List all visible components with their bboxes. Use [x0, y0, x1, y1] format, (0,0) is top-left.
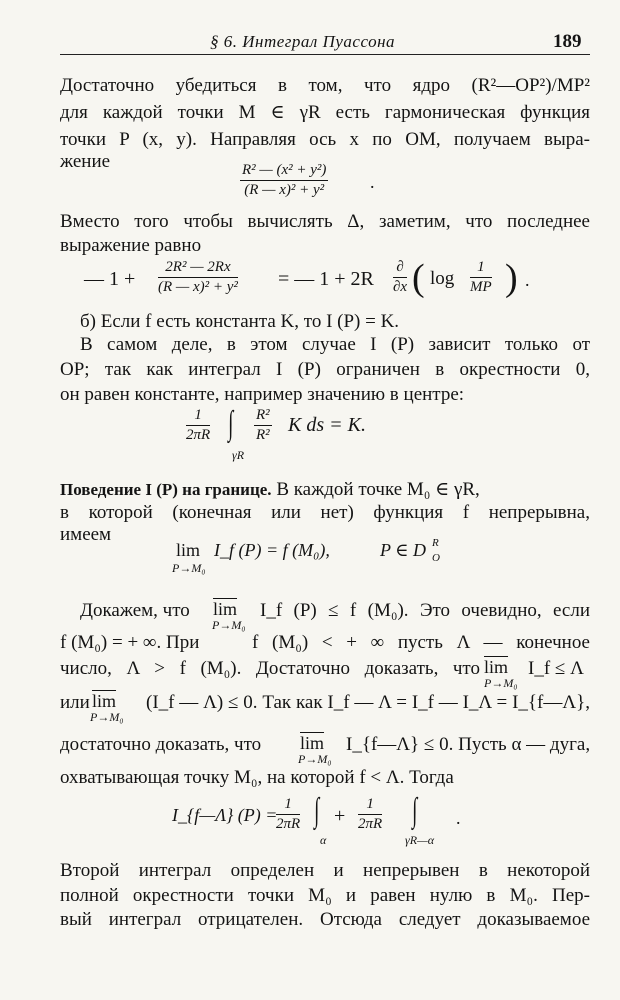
text-fragment: Докажем, что: [80, 600, 190, 621]
formula-body: I_f (P) = f (M₀),: [214, 540, 330, 560]
text-fragment: I_f (P) ≤ f (M₀). Это очевидно, если: [260, 600, 590, 621]
fraction-denominator: 2πR: [186, 427, 211, 443]
limsup-subscript: P→M₀: [484, 676, 518, 690]
formula-rest: K ds = K.: [288, 414, 366, 436]
text-line: OP; так как интеграл I (P) ограничен в окрестности 0,: [60, 359, 590, 380]
text-line: полной окрестности точки M₀ и равен нулю в M₀. Пер-: [60, 885, 590, 906]
text-fragment: I_{f—Λ} ≤ 0. Пусть α — дуга,: [346, 734, 591, 755]
header-rule: [60, 54, 590, 55]
page-number: 189: [553, 31, 582, 52]
text-fragment: число, Λ > f (M₀). Достаточно доказать, что: [60, 658, 480, 679]
text-fragment: (I_f — Λ) ≤ 0. Так как I_f — Λ = I_f — I_Λ = I_{f—Λ},: [146, 692, 590, 713]
fraction-denominator: 2πR: [358, 816, 383, 832]
fraction-denominator: MP: [470, 279, 492, 295]
text-fragment: В каждой точке M₀ ∈ γR,: [276, 479, 480, 500]
domain-sub: O: [432, 552, 440, 564]
limsup-subscript: P→M₀: [90, 710, 124, 724]
formula-fraction: [186, 407, 210, 444]
limsup-operator: $\overline{lim}$: [484, 657, 509, 677]
formula-lead: — 1 +: [84, 268, 136, 290]
formula-period: .: [456, 808, 461, 828]
domain-super: R: [432, 537, 439, 549]
text-line: б) Если f есть константа K, то I (P) = K.: [80, 311, 400, 332]
integral-subscript: α: [320, 833, 327, 847]
fraction-numerator: 1: [276, 796, 300, 815]
fraction-numerator: 2R² — 2Rx: [158, 259, 238, 278]
fraction-denominator: ∂x: [393, 279, 408, 295]
text-line: имеем: [60, 524, 112, 545]
fraction-denominator: (R — x)² + y²: [244, 182, 325, 198]
text-line: точки P (x, y). Направляя ось x по OM, получаем выра-: [60, 129, 590, 150]
text-fragment: или: [60, 692, 90, 713]
integral-subscript: γR—α: [405, 833, 435, 847]
header-title: § 6. Интеграл Пуассона: [210, 32, 396, 51]
text-fragment: I_f ≤ Λ: [528, 658, 584, 679]
formula-lhs: I_{f—Λ} (P) =: [172, 805, 278, 825]
text-line: вый интеграл отрицателен. Отсюда следует доказываемое: [60, 909, 590, 930]
limit-operator: lim: [176, 540, 201, 560]
paren-left: (: [412, 257, 425, 299]
text-fragment: f (M₀) = + ∞. При: [60, 632, 200, 653]
fraction-denominator: 2πR: [276, 816, 301, 832]
formula-kernel: [240, 162, 328, 199]
fraction-numerator: 1: [186, 407, 210, 426]
text-line: для каждой точки M ∈ γR есть гармоническая функция: [60, 102, 590, 123]
text-line: В самом деле, в этом случае I (P) зависит только от: [80, 334, 590, 355]
section-heading: Поведение I (P) на границе.: [60, 480, 272, 499]
formula-fraction: [158, 259, 238, 296]
fraction-numerator: 1: [358, 796, 382, 815]
formula-period: .: [525, 270, 530, 290]
limsup-subscript: P→M₀: [212, 618, 246, 632]
formula-fraction: [358, 796, 382, 833]
formula-derivative: [393, 259, 407, 296]
formula-period: .: [370, 172, 375, 192]
fraction-denominator: (R — x)² + y²: [158, 279, 238, 295]
formula-mid: = — 1 + 2R: [278, 268, 374, 290]
formula-condition: P ∈ D: [380, 540, 426, 560]
formula-fraction: [254, 407, 272, 444]
integral-sign: ∫: [228, 405, 234, 442]
integral-sign: ∫: [412, 792, 418, 829]
formula-plus: +: [334, 805, 346, 827]
text-line: в которой (конечная или нет) функция f непрерывна,: [60, 502, 590, 523]
integral-subscript: γR: [232, 448, 245, 462]
integral-sign: ∫: [314, 792, 320, 829]
formula-inner-fraction: [470, 259, 492, 296]
formula-fraction: [276, 796, 300, 833]
text-fragment: f (M₀) < + ∞ пусть Λ — конечное: [252, 632, 590, 653]
fraction-numerator: R² — (x² + y²): [240, 162, 328, 181]
formula-log: log: [430, 268, 455, 289]
limsup-operator: $\overline{lim}$: [300, 733, 325, 753]
text-line: Достаточно убедиться в том, что ядро (R²—OP²)/MP²: [60, 75, 590, 96]
text-line: он равен константе, например значению в центре:: [60, 384, 465, 405]
text-fragment: достаточно доказать, что: [60, 734, 262, 755]
limit-subscript: P→M₀: [172, 561, 206, 575]
paren-right: ): [505, 257, 518, 299]
limsup-operator: $\overline{lim}$: [213, 599, 238, 619]
text-line: Вместо того чтобы вычислять Δ, заметим, что последнее: [60, 211, 590, 232]
text-line: выражение равно: [60, 235, 202, 256]
text-line: жение: [60, 151, 111, 172]
text-line: охватывающая точку M₀, на которой f < Λ. Тогда: [60, 767, 454, 788]
text-line: Второй интеграл определен и непрерывен в некоторой: [60, 860, 590, 881]
limsup-subscript: P→M₀: [298, 752, 332, 766]
fraction-numerator: ∂: [393, 259, 407, 278]
limsup-operator: $\overline{lim}$: [92, 691, 117, 711]
running-header: [0, 28, 620, 56]
fraction-numerator: 1: [470, 259, 492, 278]
fraction-numerator: R²: [254, 407, 272, 426]
fraction-denominator: R²: [256, 427, 270, 443]
